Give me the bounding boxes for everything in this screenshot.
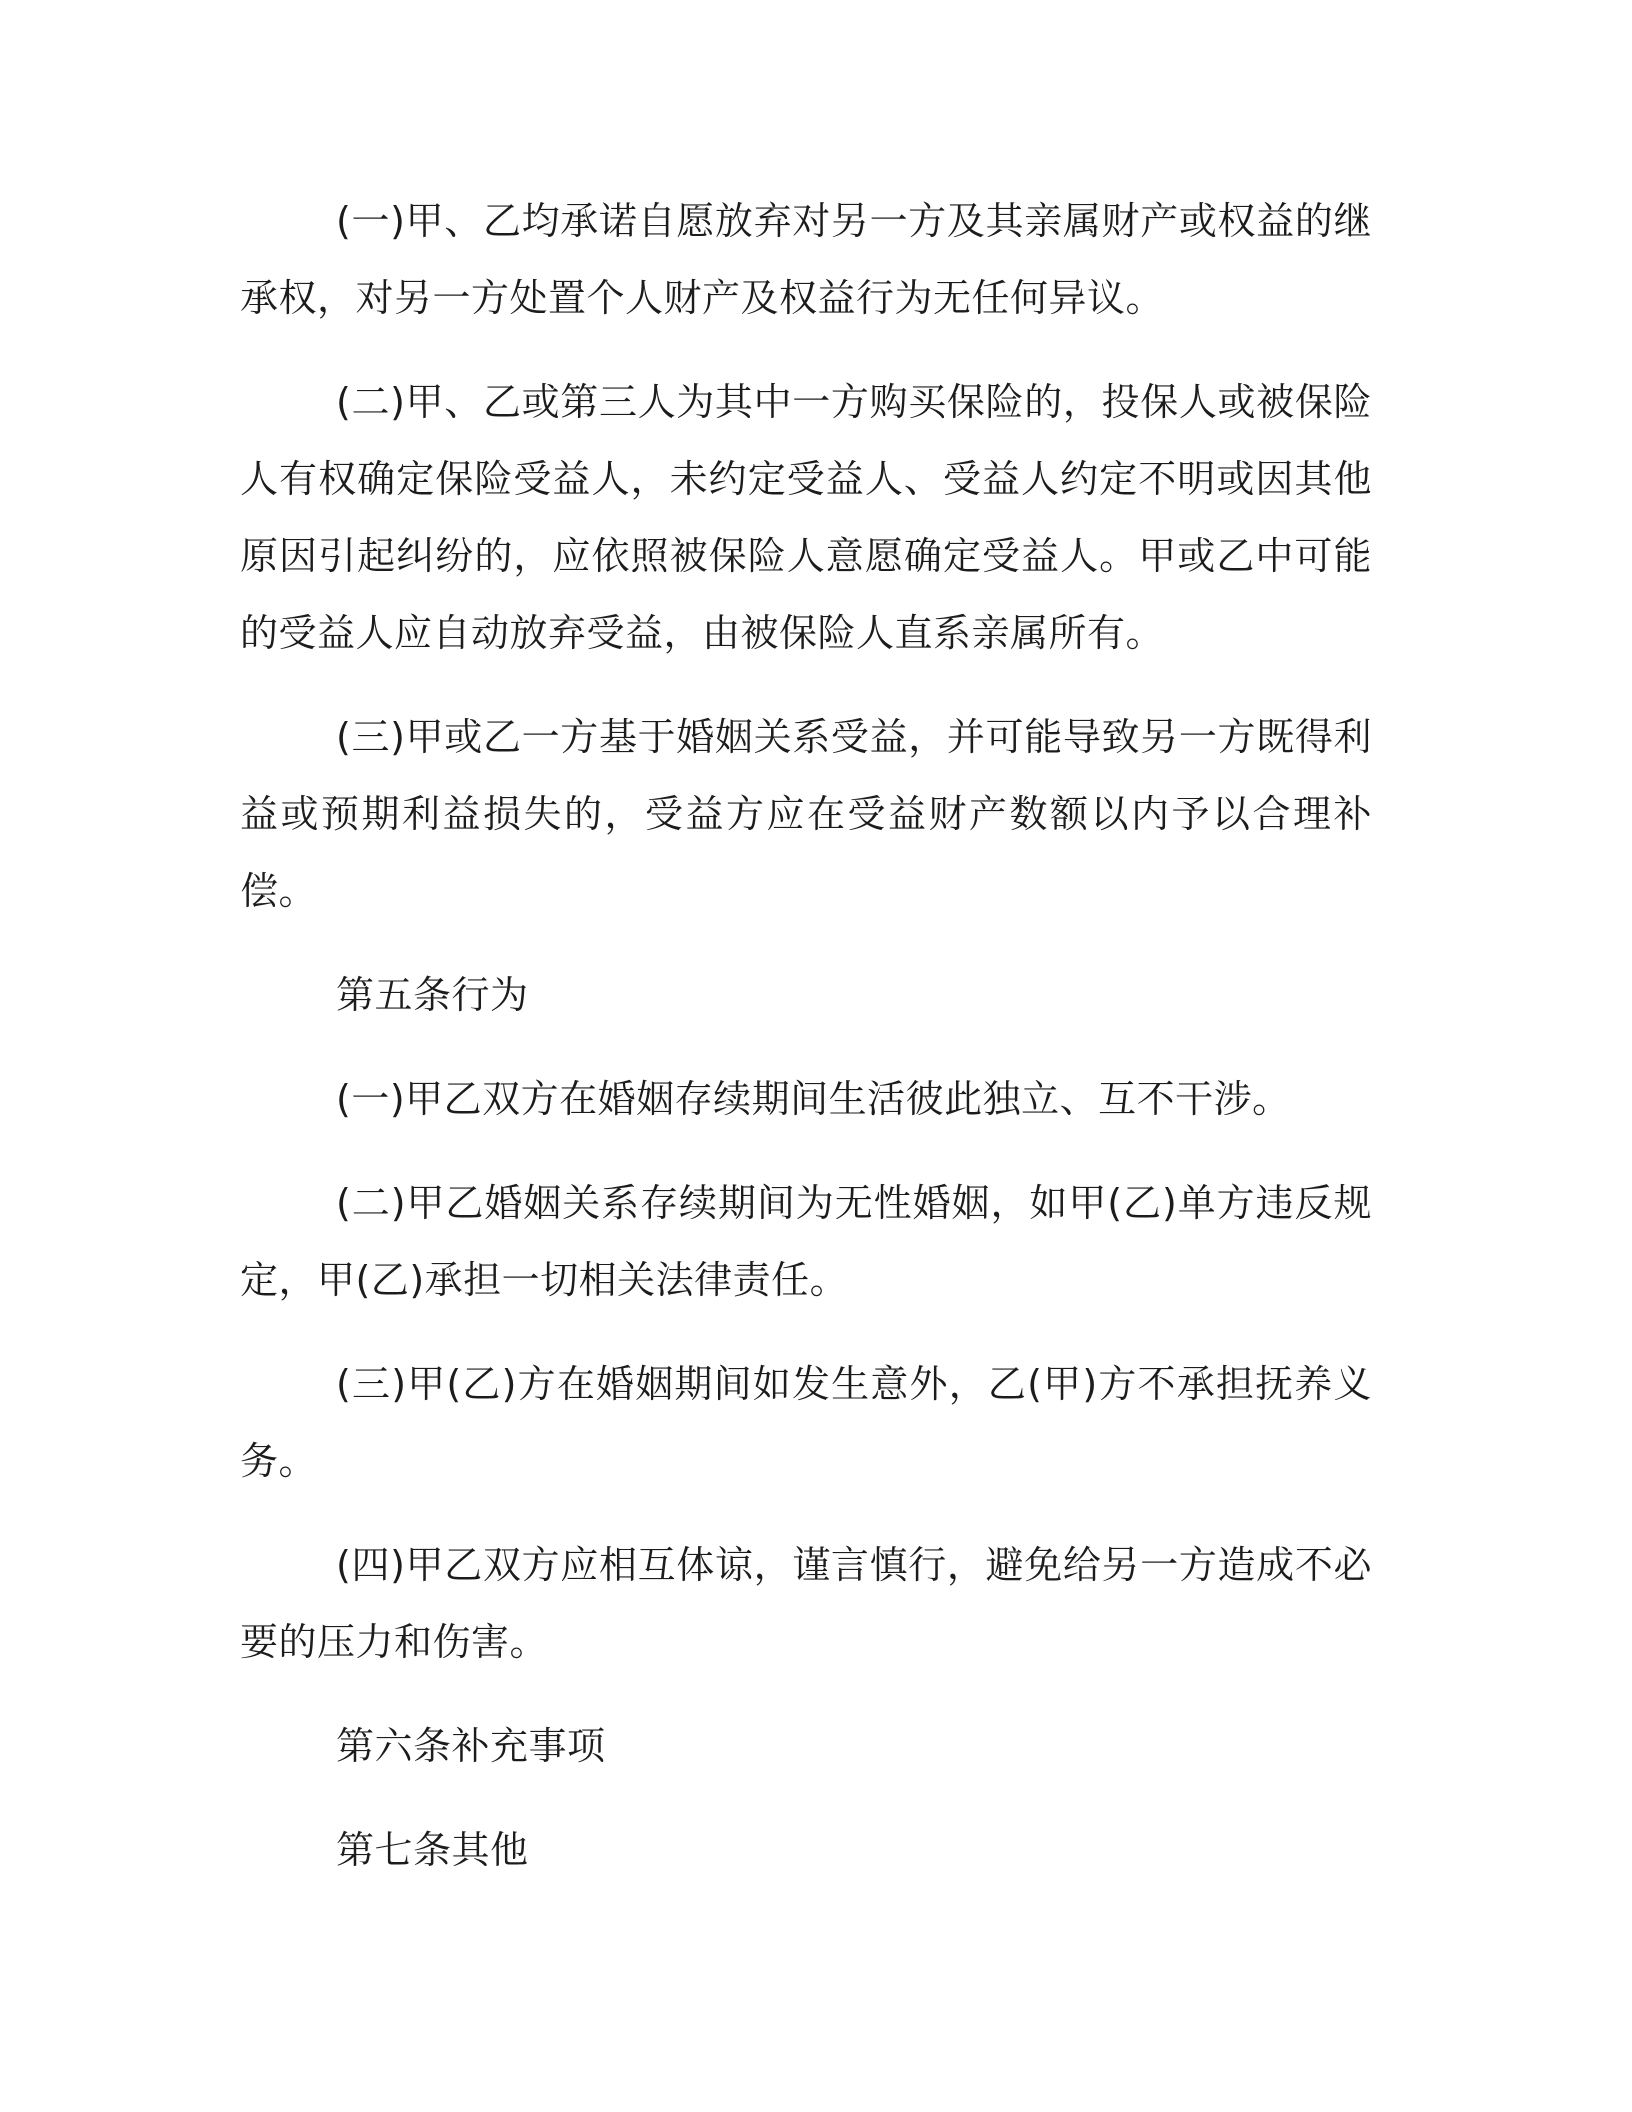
- clause-5-heading: 第五条行为: [336, 973, 529, 1017]
- clause-4-item-3: (三)甲或乙一方基于婚姻关系受益，并可能导致另一方既得利益或预期利益损失的，受益方应在受益财产数额以内予以合理补偿。: [240, 715, 1372, 913]
- document-page: [240, 183, 1372, 1916]
- clause-7-heading: 第七条其他: [336, 1828, 529, 1872]
- clause-5-item-3: (三)甲(乙)方在婚姻期间如发生意外，乙(甲)方不承担抚养义务。: [240, 1362, 1372, 1483]
- clause-5-item-4: (四)甲乙双方应相互体谅，谨言慎行，避免给另一方造成不必要的压力和伤害。: [240, 1543, 1372, 1664]
- clause-4-item-2: (二)甲、乙或第三人为其中一方购买保险的，投保人或被保险人有权确定保险受益人，未约定受益人、受益人约定不明或因其他原因引起纠纷的，应依照被保险人意愿确定受益人。甲或乙中可能的受益人应自动放弃受益，由被保险人直系亲属所有。: [240, 380, 1372, 655]
- clause-4-item-1: (一)甲、乙均承诺自愿放弃对另一方及其亲属财产或权益的继承权，对另一方处置个人财产及权益行为无任何异议。: [240, 199, 1372, 320]
- clause-6-heading: 第六条补充事项: [336, 1724, 606, 1768]
- clause-5-item-1: (一)甲乙双方在婚姻存续期间生活彼此独立、互不干涉。: [336, 1077, 1291, 1121]
- clause-5-item-2: (二)甲乙婚姻关系存续期间为无性婚姻，如甲(乙)单方违反规定，甲(乙)承担一切相关法律责任。: [240, 1181, 1372, 1302]
